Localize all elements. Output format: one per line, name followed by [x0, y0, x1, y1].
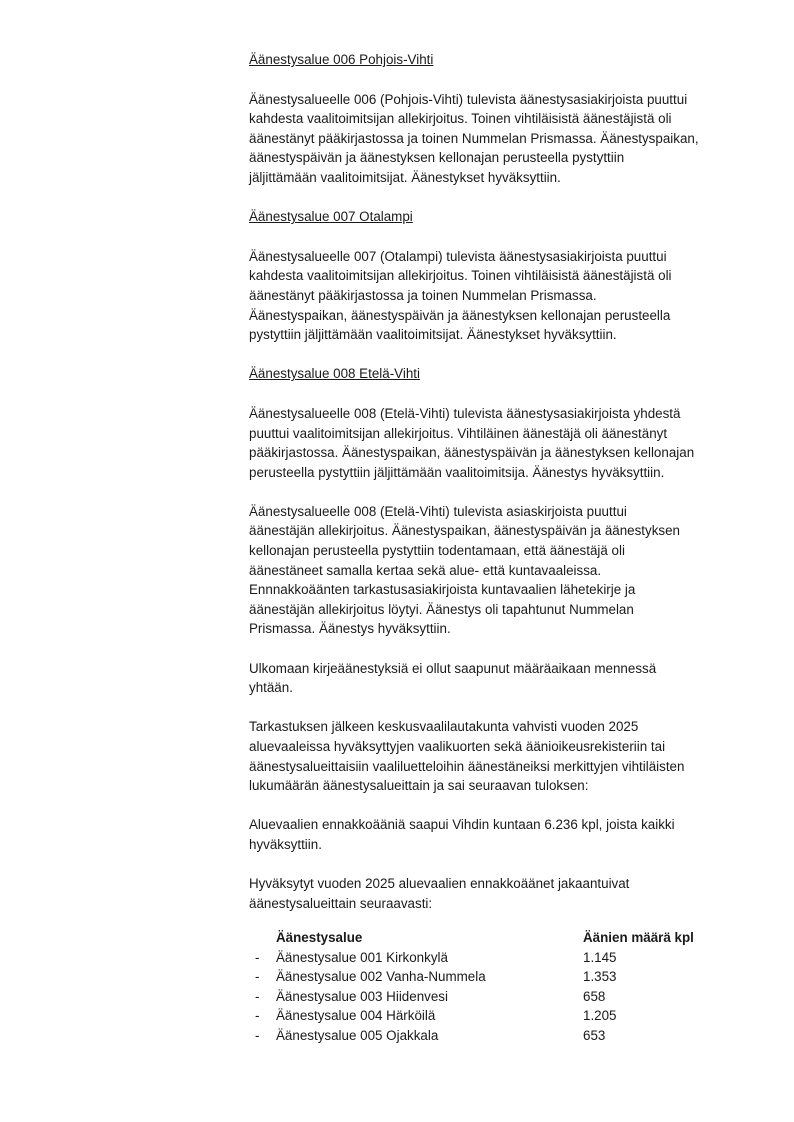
document-body: [249, 50, 749, 933]
row-count: 653: [583, 1027, 606, 1043]
paragraph-007: Äänestysalueelle 007 (Otalampi) tulevista äänestysasiakirjoista puuttui kahdesta vaalitoimitsijan allekirjoitus. Toinen vihtiläisistä äänestäjistä oli äänestänyt pääkirjastossa ja toinen Nummelan Prismassa. Äänestyspaikan, äänestyspäivän ja äänestyksen kellonajan perusteella pystyttiin jäljittämään vaalitoimitsijat. Äänestykset hyväksyttiin.: [249, 248, 672, 343]
paragraph-008-b: Äänestysalueelle 008 (Etelä-Vihti) tulevista asiaskirjoista puuttui äänestäjän allekirjoitus. Äänestyspaikan, äänestyspäivän ja äänestyksen kellonajan perusteella pystyttiin todentamaan, että äänestäjä oli äänestäneet samalla kertaa sekä alue- että kuntavaaleissa. Ennnakkoäänten tarkastusasiakirjoista kuntavaalien lähetekirje ja äänestäjän allekirjoitus löytyi. Äänestys oli tapahtunut Nummelan Prismassa. Äänestys hyväksyttiin.: [249, 503, 680, 637]
votes-table: [255, 928, 735, 1046]
row-count: 1.353: [583, 969, 617, 985]
row-count: 1.145: [583, 949, 617, 965]
paragraph-confirmation: Tarkastuksen jälkeen keskusvaalilautakunta vahvisti vuoden 2025 aluevaaleissa hyväksyttyjen vaalikuorten sekä äänioikeusrekisteriin tai äänestysalueittaisiin vaaliluetteloihin äänestäneiksi merkittyjen vihtiläisten lukumäärän äänestysalueittain ja sai seuraavan tuloksen:: [249, 719, 685, 794]
table-header-row: [255, 928, 735, 948]
table-row: [255, 948, 735, 968]
row-dash: -: [255, 1027, 260, 1043]
section-heading-006: Äänestysalue 006 Pohjois-Vihti: [249, 52, 434, 67]
row-area: Äänestysalue 005 Ojakkala: [276, 1027, 439, 1043]
row-dash: -: [255, 988, 260, 1004]
row-area: Äänestysalue 001 Kirkonkylä: [276, 949, 448, 965]
row-dash: -: [255, 949, 260, 965]
table-row: [255, 1006, 735, 1026]
paragraph-foreign-votes: Ulkomaan kirjeäänestyksiä ei ollut saapunut määräaikaan mennessä yhtään.: [249, 660, 657, 696]
row-dash: -: [255, 969, 260, 985]
table-row: [255, 987, 735, 1007]
row-dash: -: [255, 1008, 260, 1024]
paragraph-008-a: Äänestysalueelle 008 (Etelä-Vihti) tulevista äänestysasiakirjoista yhdestä puuttui vaalitoimitsijan allekirjoitus. Vihtiläinen äänestäjä oli äänestänyt pääkirjastossa. Äänestyspaikan, äänestyspäivän ja äänestyksen kellonajan perusteella pystyttiin jäljittämään vaalitoimitsija. Äänestys hyväksyttiin.: [249, 405, 695, 480]
row-count: 658: [583, 988, 606, 1004]
section-heading-007: Äänestysalue 007 Otalampi: [249, 209, 413, 225]
header-area: Äänestysalue: [276, 930, 363, 945]
row-area: Äänestysalue 004 Härköilä: [276, 1008, 436, 1024]
row-count: 1.205: [583, 1008, 617, 1024]
paragraph-distribution-intro: Hyväksytyt vuoden 2025 aluevaalien ennakkoäänet jakaantuivat äänestysalueittain seuraavasti:: [249, 876, 630, 911]
paragraph-006: Äänestysalueelle 006 (Pohjois-Vihti) tulevista äänestysasiakirjoista puuttui kahdesta vaalitoimitsijan allekirjoitus. Toinen vihtiläisistä äänestäjistä oli äänestänyt pääkirjastossa ja toinen Nummelan Prismassa. Äänestyspaikan, äänestyspäivän ja äänestyksen kellonajan perusteella pystyttiin jäljittämään vaalitoimitsijat. Äänestykset hyväksyttiin.: [249, 91, 699, 185]
header-count: Äänien määrä kpl: [583, 930, 694, 945]
table-row: [255, 967, 735, 987]
section-heading-008: Äänestysalue 008 Etelä-Vihti: [249, 366, 420, 382]
row-area: Äänestysalue 002 Vanha-Nummela: [276, 969, 486, 985]
paragraph-advance-total: Aluevaalien ennakkoääniä saapui Vihdin kuntaan 6.236 kpl, joista kaikki hyväksyttiin.: [249, 817, 675, 852]
row-area: Äänestysalue 003 Hiidenvesi: [276, 988, 448, 1004]
table-row: [255, 1026, 735, 1046]
